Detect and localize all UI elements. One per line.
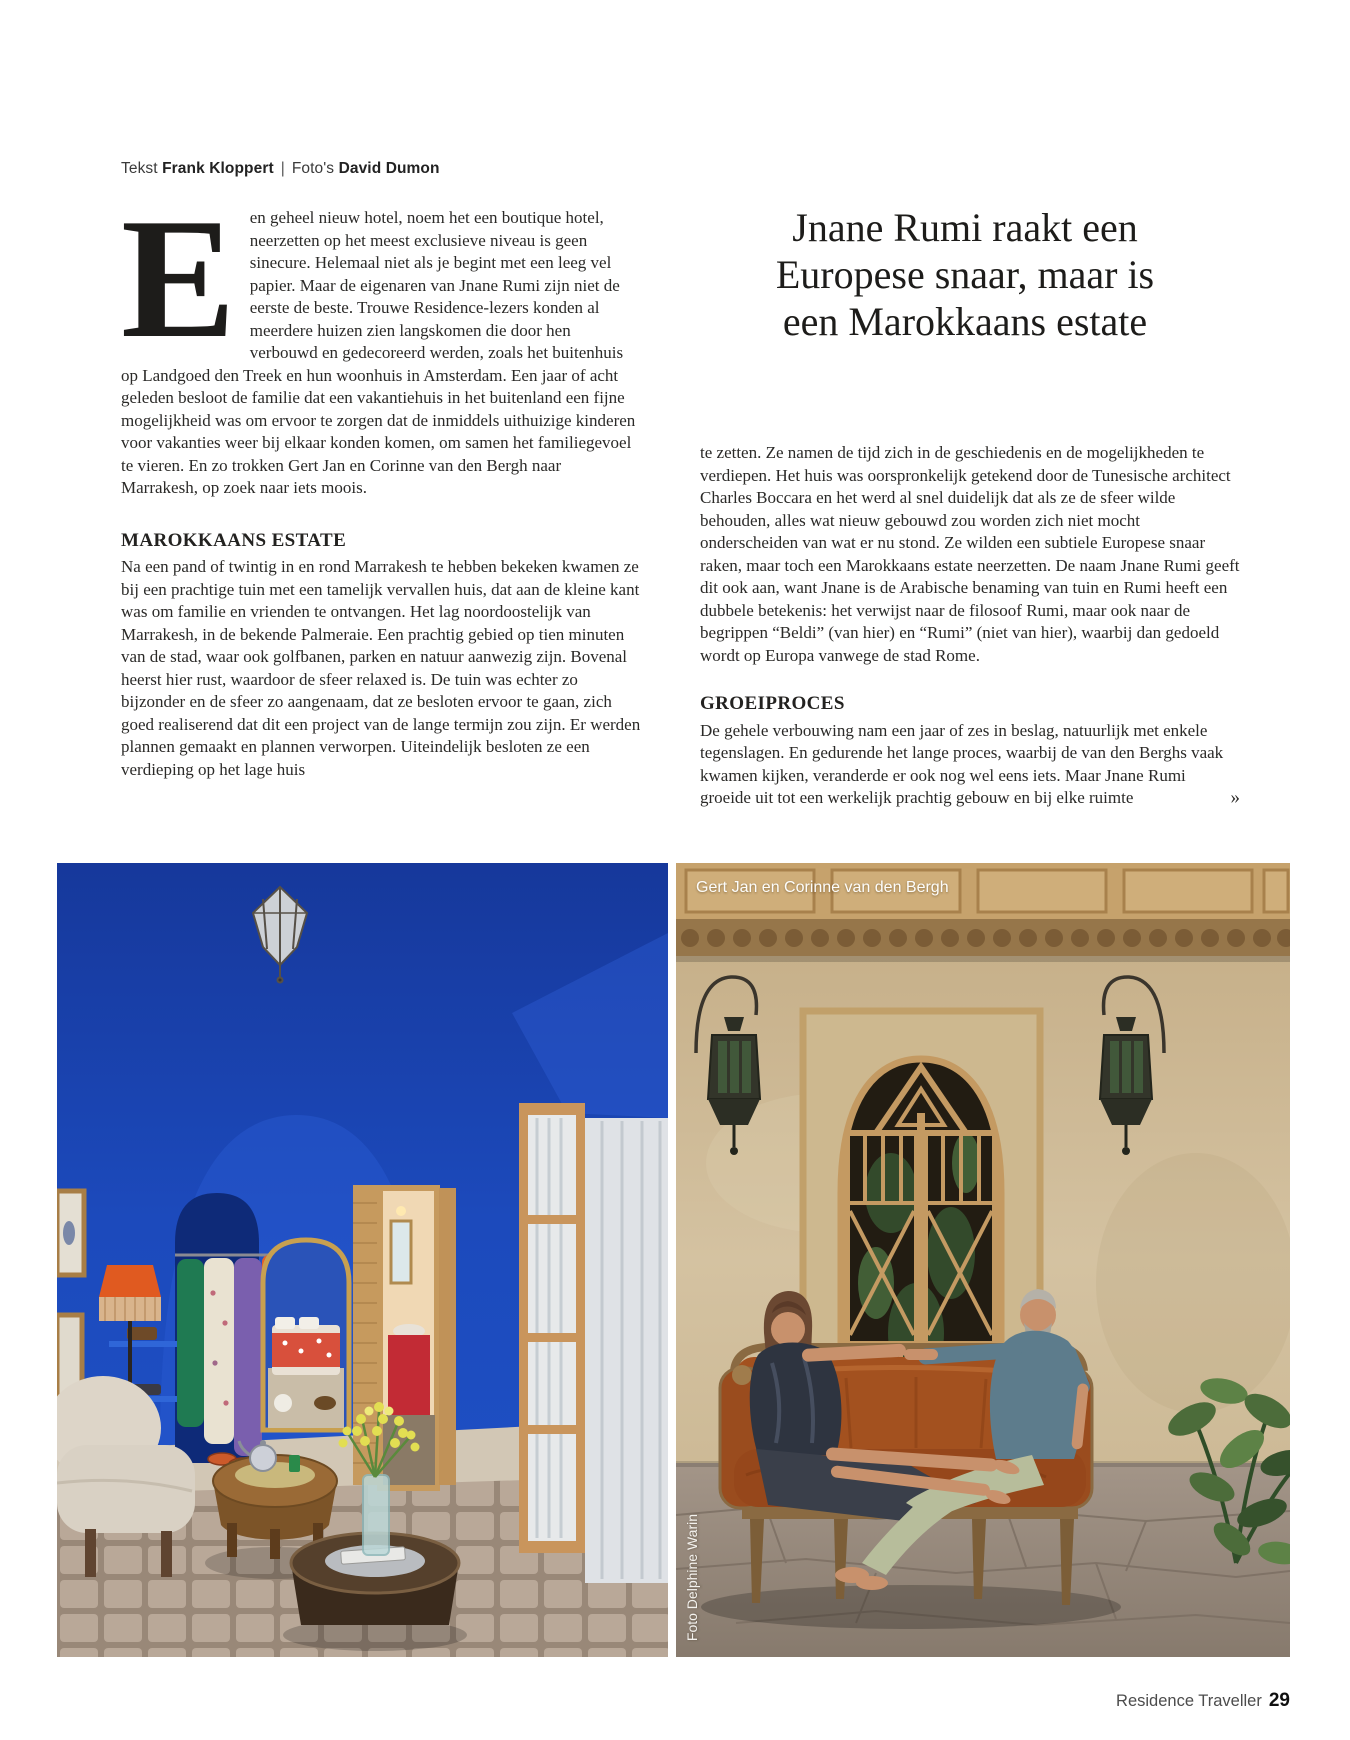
photo-caption: Gert Jan en Corinne van den Bergh [696, 879, 949, 896]
byline-author: Frank Kloppert [162, 160, 274, 177]
continuation-arrow: » [1230, 787, 1240, 808]
carved-frieze [676, 919, 1290, 962]
headline-line: Jnane Rumi raakt een [792, 205, 1138, 250]
section-heading-groeiproces: GROEIPROCES [700, 693, 845, 714]
door-panel [439, 1188, 456, 1485]
section2-paragraph: De gehele verbouwing nam een jaar of zes in beslag, natuurlijk met enkele tegenslagen. En gedurende het lange proces, waarbij de van den Berghs vaak kwamen kijken, veranderde er ook nog wel eens iets. Maar Jnane Rumi groeide uit tot een werkelijk prachtig gebouw en bij elke ruimte » [700, 720, 1240, 808]
drop-cap: E [121, 184, 236, 374]
page-number: 29 [1268, 1690, 1290, 1711]
headline-line: Europese snaar, maar is [775, 252, 1155, 297]
page-footer [1116, 1690, 1290, 1712]
column2-lead-paragraph: te zetten. Ze namen de tijd zich in de geschiedenis en de mogelijkheden te verdiepen. Het huis was oorspronkelijk getekend door de Tunesische architect Charles Boccara en het werd al snel duidelijk dat als ze de sfeer wilde behouden, alles wat nieuw gebouwd zou worden zich niet mocht onderscheiden van wat er nu stond. Ze wilden een subtiele Europese snaar raken, maar toch een Marokkaans estate neerzetten. De naam Jnane Rumi geeft dit ook aan, want Jnane is de Arabische benaming van tuin en Rumi heeft een dubbele betekenis: het verwijst naar de filosoof Rumi, maar ook naar de begrippen “Beldi” (van hier) en “Rumi” (niet van hier), waarbij dan gedoeld wordt op Europa vanwege de stad Rome. [700, 443, 1240, 665]
byline-divider: | [280, 160, 285, 177]
section-heading-marokkaans-estate: MAROKKAANS ESTATE [121, 529, 347, 551]
photo-blue-interior [57, 863, 668, 1657]
byline-fotos-label: Foto's [291, 160, 335, 177]
intro-paragraph: en geheel nieuw hotel, noem het een boutique hotel, neerzetten op het meest exclusieve niveau is geen sinecure. Helemaal niet als je begint met een leeg vel papier. Maar de eigenaren van Jnane Rumi zijn niet de eerste de beste. Trouwe Residence-lezers konden al meerdere huizen zien langskomen die door hen verbouwd en gedecoreerd werden, zoals het buitenhuis op Landgoed den Treek en hun woonhuis in Amsterdam. Een jaar of acht geleden besloot de familie dat een vakantiehuis in het buitenland een fijne mogelijkheid was om ervoor te zorgen dat de inmiddels uithuizige kinderen voor vakanties weer bij elkaar konden komen, om samen het familiegevoel te vieren. En zo trokken Gert Jan en Corinne van den Bergh naar Marrakesh, op zoek naar iets moois. [121, 208, 636, 497]
byline-photographer: David Dumon [338, 160, 440, 177]
left-column [121, 184, 642, 781]
photo-credit: Foto Delphine Warin [684, 1513, 700, 1641]
headline [665, 204, 1265, 345]
photo-couple-facade [676, 863, 1290, 1657]
arched-mirror [263, 1240, 349, 1430]
byline-tekst-label: Tekst [121, 160, 158, 177]
blue-interior-illustration [57, 863, 668, 1657]
wall-shade [1096, 1153, 1290, 1413]
right-column [700, 442, 1240, 810]
headline-line: een Marokkaans estate [782, 299, 1148, 344]
magazine-name: Residence Traveller [1116, 1692, 1262, 1710]
couple-facade-illustration [676, 863, 1290, 1657]
byline [121, 160, 440, 178]
curtain-window [519, 1103, 668, 1583]
section1-paragraph: Na een pand of twintig in en rond Marrakesh te hebben bekeken kwamen ze bij een prachtige tuin met een tamelijk vervallen huis, dat aan de kleine kant was om familie en vrienden te ontvangen. Het lag noordoostelijk van Marrakesh, in de bekende Palmeraie. Een prachtig gebied op tien minuten van de stad, waar ook golfbanen, parken en natuur aanwezig zijn. Bovenal heerst hier rust, waardoor de sfeer relaxed is. De tuin was echter zo bijzonder en de sfeer zo aangenaam, dat ze besloten ervoor te gaan, zich goed realiserend dat dit een project van de lange termijn zou zijn. Er werden plannen gemaakt en plannen verworpen. Uiteindelijk besloten ze een verdieping op het lage huis [121, 557, 641, 779]
